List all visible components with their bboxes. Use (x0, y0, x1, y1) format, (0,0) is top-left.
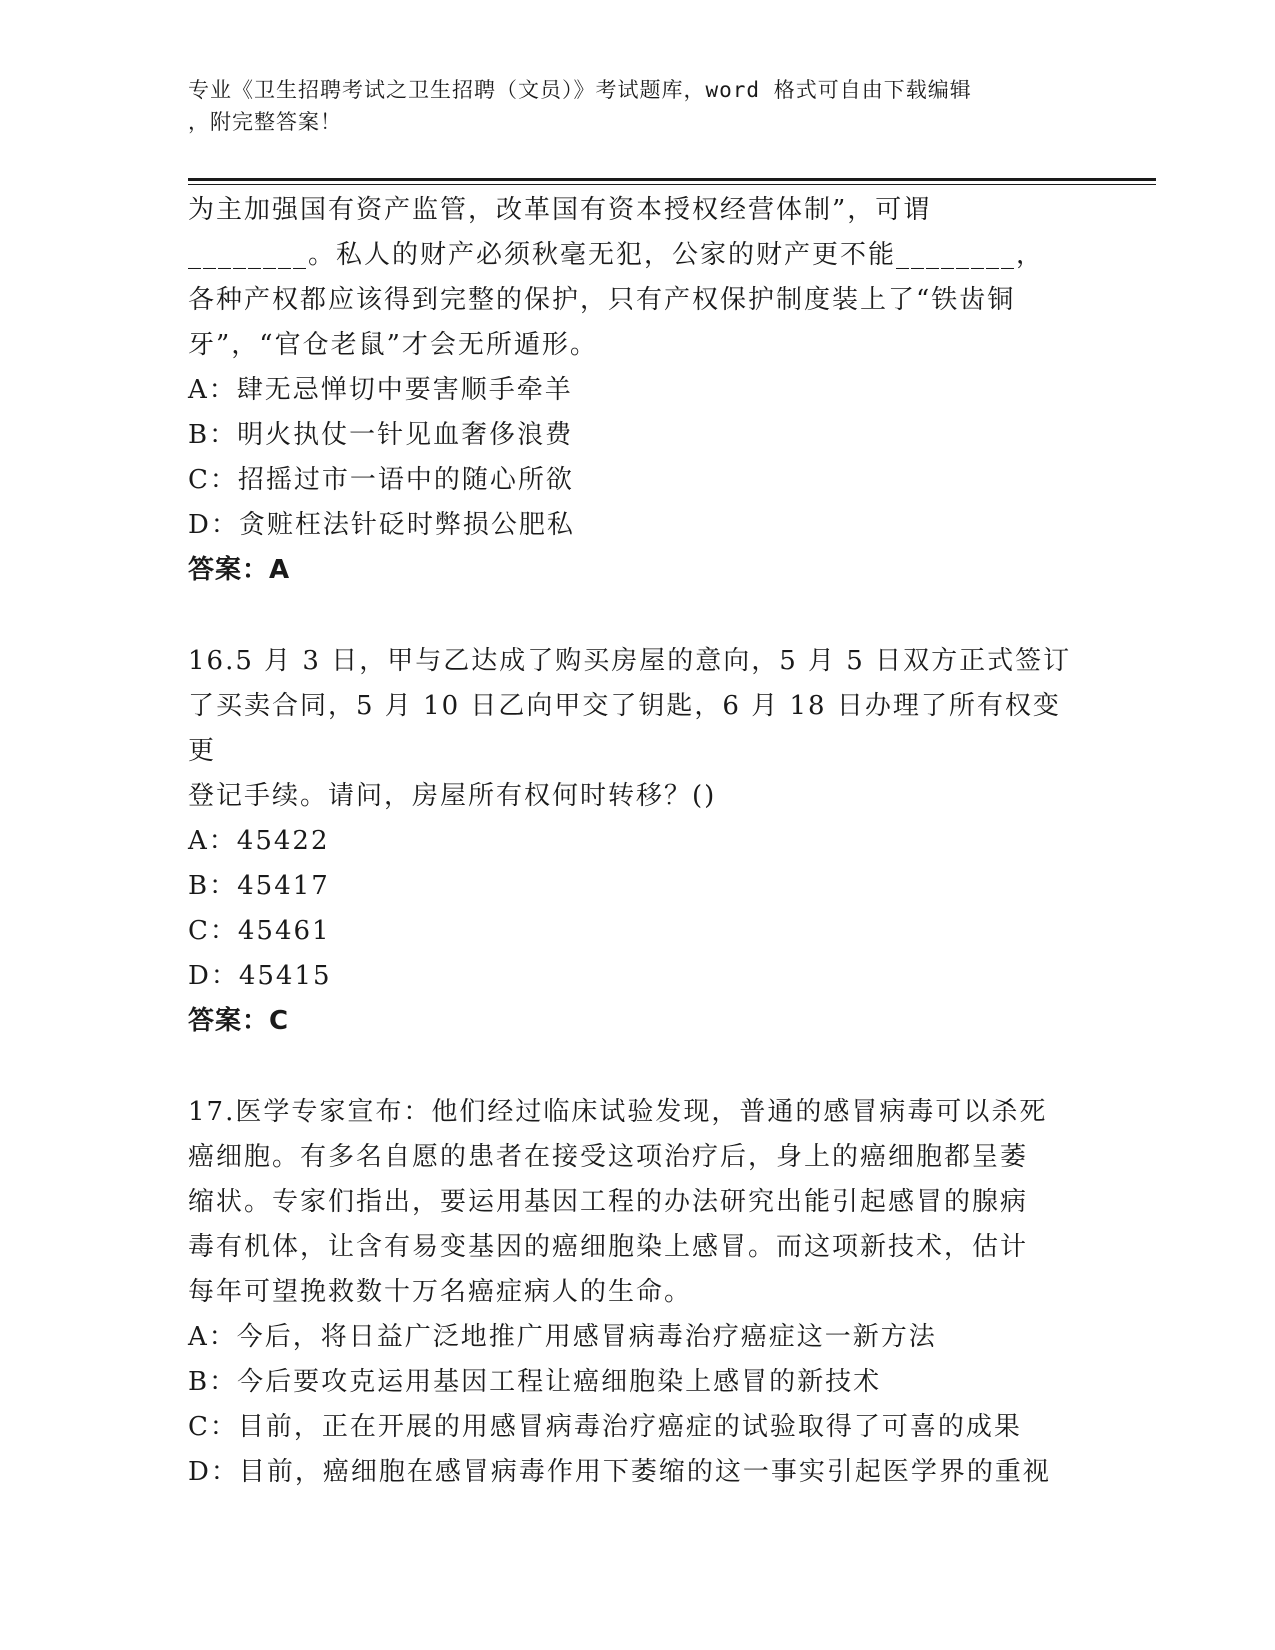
header-line-2: ，附完整答案！ (188, 110, 342, 134)
option-a: A：今后，将日益广泛地推广用感冒病毒治疗癌症这一新方法 (188, 1322, 937, 1352)
header-rule-thick (188, 178, 1156, 181)
question-text-line: 牙”，“官仓老鼠”才会无所遁形。 (188, 330, 598, 360)
option-a: A：肆无忌惮切中要害顺手牵羊 (188, 375, 573, 405)
question-text-line: 17.医学专家宣布：他们经过临床试验发现，普通的感冒病毒可以杀死 (188, 1097, 1048, 1127)
answer-line: 答案：A (188, 555, 291, 585)
page-header (188, 74, 1088, 138)
question-text-line: 登记手续。请问，房屋所有权何时转移？() (188, 781, 717, 811)
option-d: D：45415 (188, 961, 332, 991)
question-text-line: ________。私人的财产必须秋毫无犯，公家的财产更不能________， (188, 240, 1045, 270)
question-text-line: 各种产权都应该得到完整的保护，只有产权保护制度装上了“铁齿铜 (188, 285, 1016, 315)
option-b: B：45417 (188, 871, 330, 901)
question-text-line: 16.5 月 3 日，甲与乙达成了购买房屋的意向，5 月 5 日双方正式签订 (188, 646, 1072, 676)
question-text-line: 每年可望挽救数十万名癌症病人的生命。 (188, 1277, 693, 1307)
question-text-line: 为主加强国有资产监管，改革国有资本授权经营体制”，可谓 (188, 195, 932, 225)
option-a: A：45422 (188, 826, 330, 856)
option-c: C：45461 (188, 916, 331, 946)
question-text-line: 癌细胞。有多名自愿的患者在接受这项治疗后，身上的癌细胞都呈萎 (188, 1142, 1029, 1172)
question-text-line: 缩状。专家们指出，要运用基因工程的办法研究出能引起感冒的腺病 (188, 1187, 1029, 1217)
option-d: D：目前，癌细胞在感冒病毒作用下萎缩的这一事实引起医学界的重视 (188, 1457, 1051, 1487)
question-spacer (188, 593, 1088, 639)
question-15 (188, 188, 1088, 593)
question-17 (188, 1090, 1088, 1495)
question-text-line: 了买卖合同，5 月 10 日乙向甲交了钥匙，6 月 18 日办理了所有权变更 (188, 691, 1061, 766)
header-line-1: 专业《卫生招聘考试之卫生招聘（文员）》考试题库，word 格式可自由下载编辑 (188, 78, 972, 102)
answer-line: 答案：C (188, 1006, 290, 1036)
option-b: B：今后要攻克运用基因工程让癌细胞染上感冒的新技术 (188, 1367, 882, 1397)
option-c: C：招摇过市一语中的随心所欲 (188, 465, 574, 495)
question-text-line: 毒有机体，让含有易变基因的癌细胞染上感冒。而这项新技术，估计 (188, 1232, 1029, 1262)
option-b: B：明火执仗一针见血奢侈浪费 (188, 420, 574, 450)
option-c: C：目前，正在开展的用感冒病毒治疗癌症的试验取得了可喜的成果 (188, 1412, 1022, 1442)
question-spacer (188, 1044, 1088, 1090)
header-rule-thin (188, 184, 1156, 185)
option-d: D：贪赃枉法针砭时弊损公肥私 (188, 510, 575, 540)
document-body (188, 188, 1088, 1495)
question-16 (188, 639, 1088, 1044)
